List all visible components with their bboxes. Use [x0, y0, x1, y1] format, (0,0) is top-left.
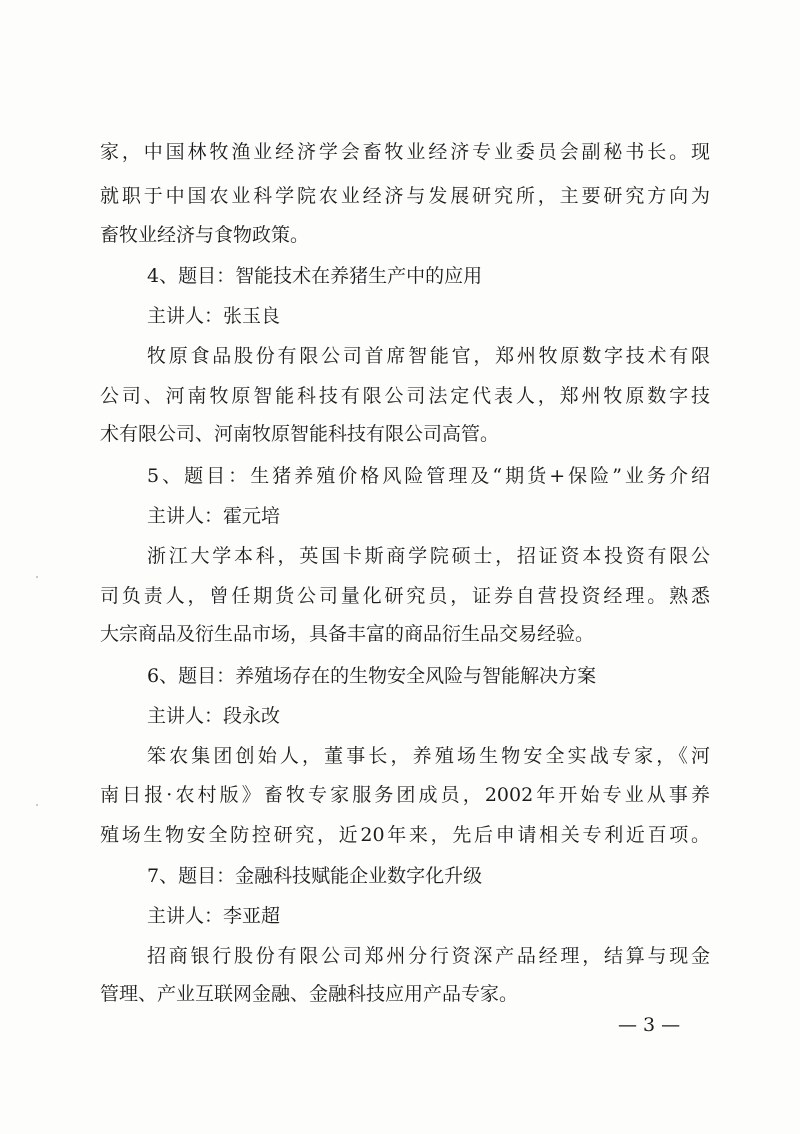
speaker-name: 主讲人：张玉良: [147, 305, 281, 327]
speaker-bio-line: 浙江大学本科，英国卡斯商学院硕士，招证资本投资有限公: [147, 545, 710, 567]
speaker-bio-line: 司负责人，曾任期货公司量化研究员，证券自营投资经理。熟悉: [100, 585, 710, 607]
speaker-name: 主讲人：段永改: [147, 705, 281, 727]
body-text-line: 畜牧业经济与食物政策。: [100, 224, 310, 246]
speaker-bio-line: 牧原食品股份有限公司首席智能官，郑州牧原数字技术有限: [147, 345, 710, 367]
speaker-bio-line: 管理、产业互联网金融、金融科技应用产品专家。: [100, 983, 519, 1005]
page-number: — 3 —: [618, 1014, 681, 1036]
speaker-bio-line: 笨农集团创始人，董事长，养殖场生物安全实战专家，《河: [147, 745, 710, 767]
speaker-bio-line: 大宗商品及衍生品市场，具备丰富的商品衍生品交易经验。: [100, 623, 595, 645]
topic-heading: 5、题目：生猪养殖价格风险管理及“期货+保险”业务介绍: [147, 465, 710, 487]
speaker-bio-line: 招商银行股份有限公司郑州分行资深产品经理，结算与现金: [147, 945, 710, 967]
speaker-bio-line: 南日报·农村版》畜牧专家服务团成员，2002年开始专业从事养: [100, 784, 710, 806]
speaker-bio-line: 公司、河南牧原智能科技有限公司法定代表人，郑州牧原数字技: [100, 385, 710, 407]
topic-heading: 4、题目：智能技术在养猪生产中的应用: [147, 265, 483, 287]
body-text-line: 就职于中国农业科学院农业经济与发展研究所，主要研究方向为: [100, 185, 710, 207]
scan-speck: [36, 804, 38, 806]
body-text-line: 家，中国林牧渔业经济学会畜牧业经济专业委员会副秘书长。现: [100, 141, 710, 163]
topic-heading: 6、题目：养殖场存在的生物安全风险与智能解决方案: [147, 665, 597, 687]
speaker-bio-line: 术有限公司、河南牧原智能科技有限公司高管。: [100, 423, 500, 445]
topic-heading: 7、题目：金融科技赋能企业数字化升级: [147, 865, 483, 887]
speaker-name: 主讲人：霍元培: [147, 505, 281, 527]
scan-speck: [36, 576, 38, 578]
speaker-name: 主讲人：李亚超: [147, 905, 281, 927]
speaker-bio-line: 殖场生物安全防控研究，近20年来，先后申请相关专利近百项。: [100, 824, 710, 846]
